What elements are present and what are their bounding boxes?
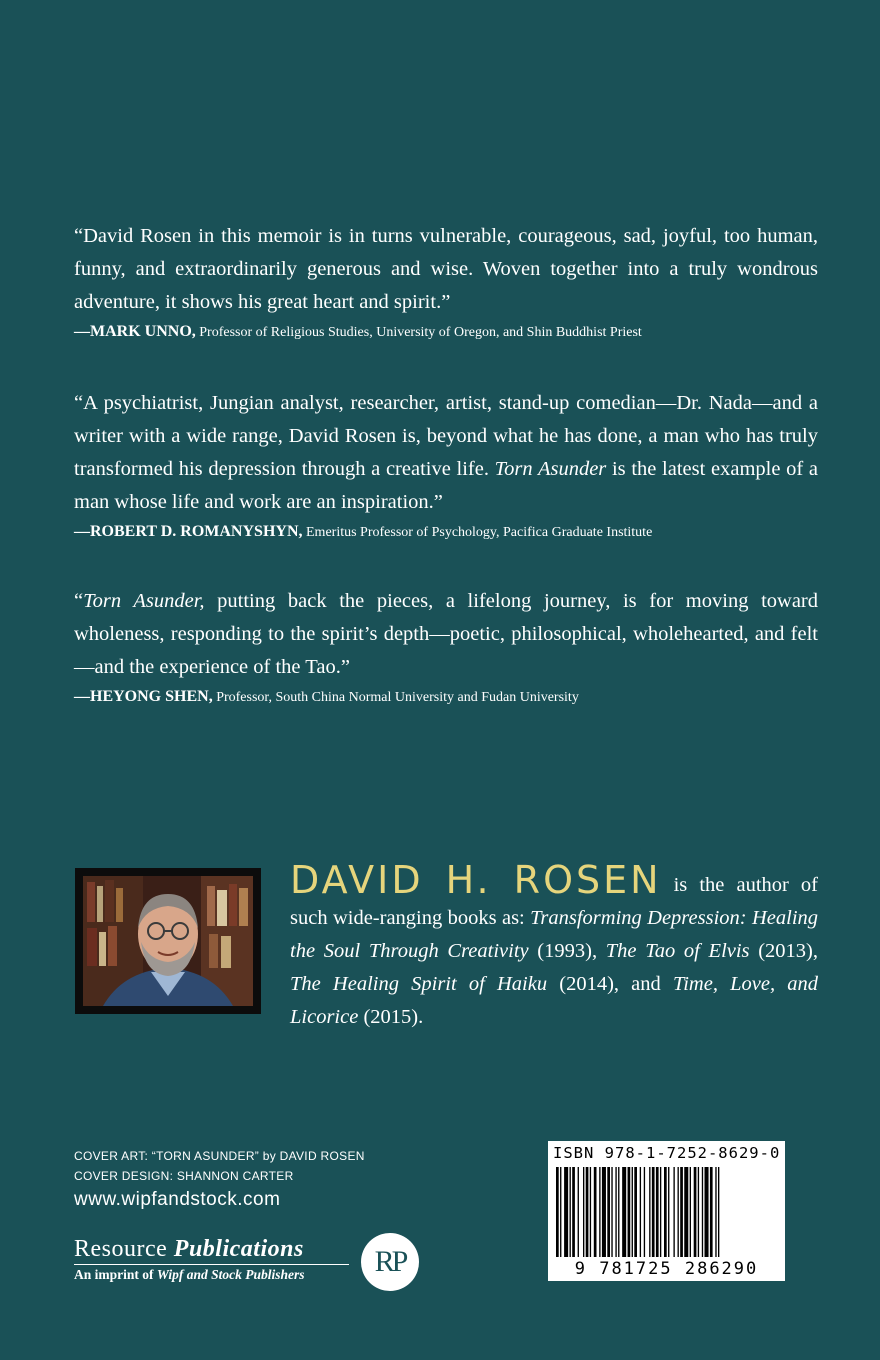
bio-text: (2015). <box>358 1006 424 1028</box>
endorser-affiliation: Emeritus Professor of Psychology, Pacifica Graduate Institute <box>306 525 653 540</box>
publisher-name: Resource Publications <box>74 1236 304 1262</box>
barcode-bar <box>698 1167 699 1257</box>
endorsement-quote: “David Rosen in this memoir is in turns vulnerable, courageous, sad, joyful, too human, funny, and extraordinarily generous and wise. Woven together into a truly wondrous adventure, it shows his great heart and spirit.” <box>74 225 818 313</box>
barcode-bar <box>710 1167 713 1257</box>
endorser-name: —MARK UNNO, <box>74 323 196 340</box>
barcode-bar <box>652 1167 655 1257</box>
quote-mark: “ <box>74 590 84 612</box>
book-title: Time, Love, and Licorice <box>290 973 819 1028</box>
imprint-line: An imprint of Wipf and Stock Publishers <box>74 1264 349 1284</box>
barcode-bar <box>578 1167 579 1257</box>
author-bio <box>290 860 818 1034</box>
publisher-website: www.wipfandstock.com <box>74 1189 281 1210</box>
endorser-affiliation: Professor of Religious Studies, University of Oregon, and Shin Buddhist Priest <box>199 325 642 340</box>
barcode-digits: 9 781725 286290 <box>574 1259 759 1279</box>
author-photo <box>75 868 261 1014</box>
barcode-bars <box>554 1167 779 1257</box>
barcode-bar <box>602 1167 606 1257</box>
publisher-imprint <box>74 1234 349 1284</box>
cover-art-credit: COVER ART: “TORN ASUNDER” by DAVID ROSEN <box>74 1149 365 1163</box>
barcode-bar <box>718 1167 719 1257</box>
barcode-bar <box>656 1167 659 1257</box>
isbn-barcode <box>548 1141 785 1281</box>
quote-text: putting back the pieces, a lifelong journey, is for moving toward wholeness, responding to the spirit’s depth—poetic, philosophical, wholehearted, and felt—and the experience of the Tao.” <box>74 590 819 678</box>
barcode-bar <box>660 1167 661 1257</box>
bio-text: (2013), <box>749 940 819 962</box>
barcode-bar <box>678 1167 679 1257</box>
author-portrait-image <box>83 876 253 1006</box>
barcode-bar <box>560 1167 561 1257</box>
barcode-bar <box>618 1167 619 1257</box>
barcode-bar <box>644 1167 645 1257</box>
barcode-bar <box>702 1167 703 1257</box>
barcode-bar <box>715 1167 716 1257</box>
cover-design-credit: COVER DESIGN: SHANNON CARTER <box>74 1169 294 1183</box>
quote-text: “A psychiatrist, Jungian analyst, researcher, artist, stand-up comedian—Dr. Nada—and a writer with a wide range, David Rosen is, beyond what he has done, a man who has truly transformed his depression through a creative life. <box>74 392 818 480</box>
barcode-bar <box>556 1167 559 1257</box>
barcode-bar <box>572 1167 575 1257</box>
barcode-bar <box>705 1167 709 1257</box>
quote-text: is the latest example of a man whose life and work are an inspiration.” <box>74 458 818 513</box>
isbn-label: ISBN 978-1-7252-8629-0 <box>553 1144 781 1162</box>
endorsement-quote <box>74 585 818 684</box>
barcode-bar <box>615 1167 616 1257</box>
book-title: The Tao of Elvis <box>605 940 750 962</box>
barcode-bar <box>649 1167 650 1257</box>
endorsement-2 <box>74 387 818 543</box>
barcode-bar <box>684 1167 688 1257</box>
endorser-affiliation: Professor, South China Normal University and Fudan University <box>216 690 579 705</box>
barcode-bar <box>611 1167 612 1257</box>
endorsement-attribution <box>74 687 818 708</box>
endorsement-3 <box>74 585 818 708</box>
cover-credits <box>74 1146 365 1214</box>
barcode-bar <box>690 1167 691 1257</box>
barcode-bar <box>607 1167 610 1257</box>
book-title: Transforming Depression: Healing the Soul Through Creativity <box>290 907 819 962</box>
barcode-bar <box>640 1167 641 1257</box>
book-title: The Healing Spirit of Haiku <box>290 973 548 995</box>
bio-text: is the author of such wide-ranging books as: <box>290 874 818 929</box>
barcode-bar <box>668 1167 669 1257</box>
barcode-bar <box>632 1167 633 1257</box>
endorser-name: —ROBERT D. ROMANYSHYN, <box>74 523 303 540</box>
endorser-name: —HEYONG SHEN, <box>74 688 213 705</box>
endorsement-attribution <box>74 322 818 343</box>
endorsement-1 <box>74 220 818 343</box>
barcode-bar <box>586 1167 589 1257</box>
barcode-bar <box>590 1167 591 1257</box>
barcode-bar <box>664 1167 667 1257</box>
bio-text: (1993), <box>528 940 606 962</box>
bio-text: (2014), and <box>547 973 673 995</box>
publisher-logo-icon: RP <box>361 1233 419 1291</box>
barcode-bar <box>622 1167 626 1257</box>
barcode-bar <box>594 1167 597 1257</box>
barcode-bar <box>570 1167 571 1257</box>
barcode-bar <box>599 1167 600 1257</box>
barcode-bar <box>680 1167 683 1257</box>
barcode-bar <box>564 1167 568 1257</box>
barcode-bar <box>673 1167 674 1257</box>
author-name: DAVID H. ROSEN <box>290 858 662 902</box>
endorsement-attribution <box>74 522 818 543</box>
barcode-bar <box>628 1167 631 1257</box>
barcode-bar <box>634 1167 637 1257</box>
book-title: Torn Asunder <box>494 458 607 480</box>
book-title: Torn Asunder, <box>83 590 205 612</box>
barcode-bar <box>694 1167 697 1257</box>
endorsement-quote <box>74 387 818 519</box>
barcode-bar <box>583 1167 584 1257</box>
